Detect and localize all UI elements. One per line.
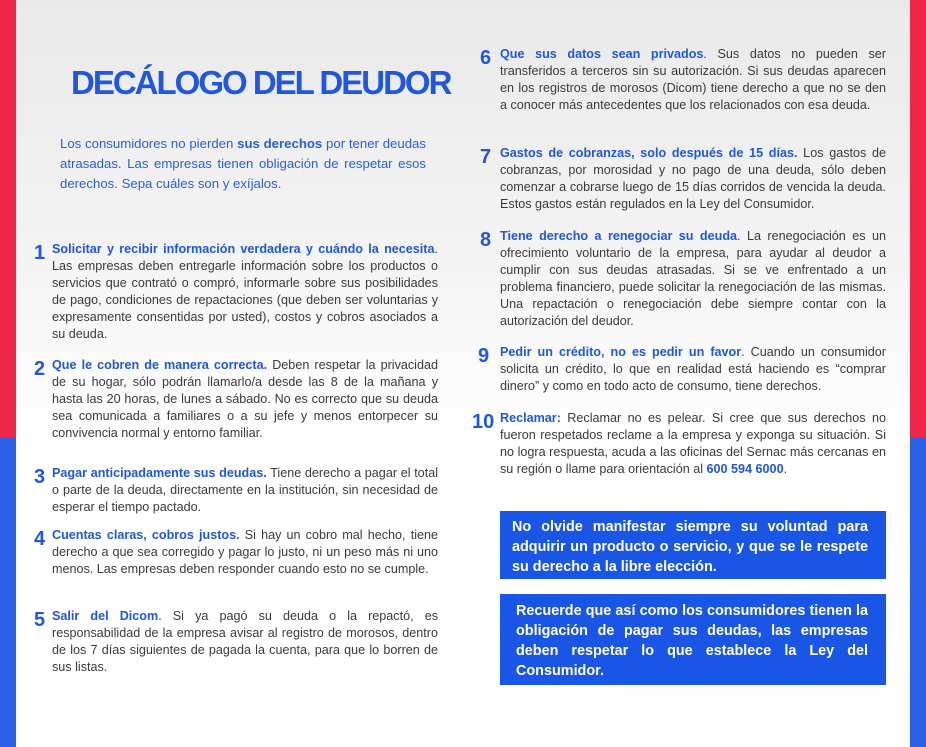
left-edge-red (0, 0, 16, 437)
item-text-tail: . (783, 462, 788, 476)
item-heading: Cuentas claras, cobros justos. (52, 528, 240, 542)
item-number: 8 (480, 229, 492, 251)
item-heading: Que sus datos sean privados (500, 47, 704, 61)
item-heading: Solicitar y recibir información verdadera y cuándo la necesita (52, 242, 435, 256)
item-number: 9 (478, 345, 490, 367)
item-text: Si hay un cobro mal hecho, tiene derecho a que sea corregido y pagar lo justo, ni un peso más ni uno menos. Las empresas deben responder cuando esto no se cumple. (52, 528, 438, 576)
item-heading: Gastos de cobranzas, solo después de 15 días. (500, 146, 798, 160)
item-text: . Sus datos no pueden ser transferidos a terceros sin su autorización. Si sus deudas aparecen en los registros de morosos (Dicom) tiene derecho a que no se den a conocer más antecedentes que los relacionados con esa deuda. (500, 47, 886, 112)
item-text: . La renegociación es un ofrecimiento voluntario de la empresa, para ayudar al deudor a cumplir con sus deudas atrasadas. Si se ve enfrentado a un problema financiero, puede solicitar la renegociación de las mismas. Una repactación o renegociación debe siempre contar con la autorización del deudor. (500, 229, 886, 328)
item-number: 2 (34, 358, 46, 380)
item-heading: Que le cobren de manera correcta. (52, 358, 268, 372)
intro-text-bold: sus derechos (237, 136, 323, 151)
intro-paragraph (60, 134, 426, 194)
item-text: Tiene derecho a pagar el total o parte de la deuda, directamente en la institución, sin necesidad de esperar el tiempo pactado. (52, 466, 438, 514)
left-edge-blue (0, 437, 16, 747)
page-title: DECÁLOGO DEL DEUDOR (71, 64, 451, 101)
item-number: 5 (34, 609, 46, 631)
item-text: Reclamar no es pelear. Si cree que sus derechos no fueron respetados reclame a la empresa y exponga su situación. Si no logra respuesta, acuda a las oficinas del Sernac más cercanas en su región o llame para orientación al (500, 411, 886, 476)
callout-text: Recuerde que así como los consumidores tienen la obligación de pagar sus deudas, las empresas deben respetar lo que establece la Ley del Consumidor. (516, 603, 868, 679)
intro-text-before: Los consumidores no pierden (60, 136, 238, 151)
item-body (500, 46, 886, 114)
item-number: 3 (34, 466, 46, 488)
item-body (52, 527, 438, 578)
item-text: . Si ya pagó su deuda o la repactó, es responsabilidad de la empresa avisar al registro de morosos, dentro de los 7 días siguientes de pagada la cuenta, para que lo borren de sus listas. (52, 609, 438, 674)
item-body (52, 241, 438, 343)
item-body (52, 465, 438, 516)
item-text: Deben respetar la privacidad de su hogar, sólo podrán llamarlo/a desde las 8 de la mañana y hasta las 20 horas, de lunes a sábado. No es correcto que su deuda sea comunicada a familiares o a su jefe y menos entorpecer su convivencia normal y entorno familiar. (52, 358, 438, 440)
callout-box-voluntad (500, 511, 886, 579)
item-heading: Pedir un crédito, no es pedir un favor (500, 345, 742, 359)
item-body (52, 357, 438, 442)
item-number: 6 (480, 47, 492, 69)
item-body (500, 145, 886, 213)
callout-box-ley-consumidor (500, 594, 886, 685)
item-text: . Las empresas deben entregarle información sobre los productos o servicios que contrató o compró, informarle sobre sus posibilidades de pago, condiciones de repactaciones (que deben ser voluntarias y expresamente consentidas por usted), costos y cobros asociados a su deuda. (52, 242, 438, 341)
right-edge-red (910, 0, 926, 437)
callout-text: No olvide manifestar siempre su voluntad para adquirir un producto o servicio, y que se le respete su derecho a la libre elección. (512, 519, 868, 575)
item-body (500, 228, 886, 330)
right-edge-blue (910, 437, 926, 747)
item-number: 1 (34, 242, 46, 264)
item-number: 7 (480, 146, 492, 168)
item-body (500, 344, 886, 395)
item-number: 10 (472, 411, 495, 433)
item-text: . Cuando un consumidor solicita un crédito, lo que en realidad está haciendo es “comprar dinero” y como en todo acto de consumo, tiene derechos. (500, 345, 886, 393)
item-body (52, 608, 438, 676)
item-heading: Pagar anticipadamente sus deudas. (52, 466, 267, 480)
item-text: Los gastos de cobranzas, por morosidad y no pago de una deuda, sólo deben comenzar a cobrarse luego de 15 días corridos de vencida la deuda. Estos gastos están regulados en la Ley del Consumidor. (500, 146, 887, 211)
sernac-phone-number: 600 594 6000 (706, 462, 784, 476)
item-heading: Tiene derecho a renegociar su deuda (500, 229, 738, 243)
left-edge-bar (0, 0, 16, 747)
item-body (500, 410, 886, 478)
right-edge-bar (910, 0, 926, 747)
item-heading: Reclamar: (500, 411, 561, 425)
intro-text-after: por tener deudas atrasadas. Las empresas tienen obligación de respetar esos derechos. Sepa cuáles son y exíjalos. (60, 136, 426, 191)
item-heading: Salir del Dicom (52, 609, 159, 623)
item-number: 4 (34, 528, 46, 550)
